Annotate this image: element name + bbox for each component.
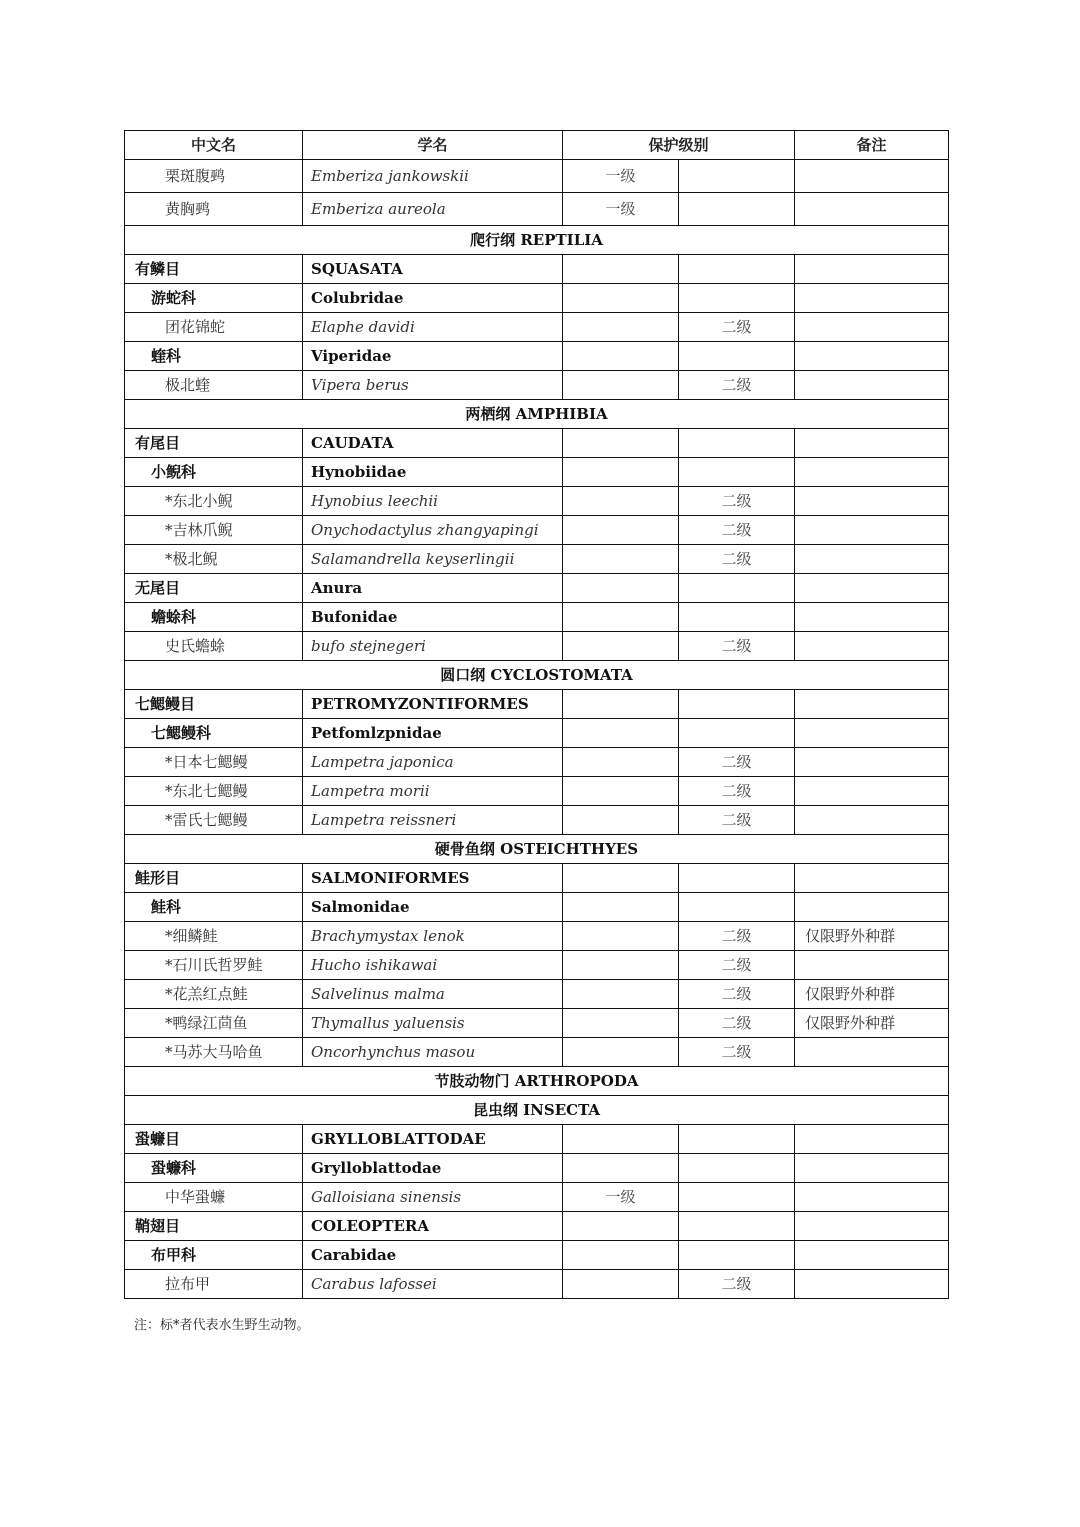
- section-heading: 硬骨鱼纲 OSTEICHTHYES: [125, 835, 949, 864]
- protection-level-first: [563, 1009, 679, 1038]
- scientific-name: Lampetra reissneri: [303, 806, 563, 835]
- protection-level-second: 二级: [679, 1038, 795, 1067]
- chinese-name: *石川氏哲罗鲑: [125, 951, 303, 980]
- chinese-name: 栗斑腹鹀: [125, 160, 303, 193]
- protection-level-first: [563, 429, 679, 458]
- order-row: [125, 255, 949, 284]
- section-heading: 节肢动物门 ARTHROPODA: [125, 1067, 949, 1096]
- scientific-name: Oncorhynchus masou: [303, 1038, 563, 1067]
- protection-level-first: [563, 1241, 679, 1270]
- protection-level-second: [679, 893, 795, 922]
- chinese-name: *日本七鳃鳗: [125, 748, 303, 777]
- chinese-name: 蛩蠊目: [125, 1125, 303, 1154]
- section-heading-row: [125, 661, 949, 690]
- protection-level-second: 二级: [679, 1009, 795, 1038]
- protection-level-first: [563, 777, 679, 806]
- scientific-name: Carabidae: [303, 1241, 563, 1270]
- protection-level-first: [563, 748, 679, 777]
- chinese-name: 有鳞目: [125, 255, 303, 284]
- protection-level-first: [563, 719, 679, 748]
- remarks: [795, 806, 949, 835]
- chinese-name: 无尾目: [125, 574, 303, 603]
- family-row: [125, 1154, 949, 1183]
- scientific-name: Salamandrella keyserlingii: [303, 545, 563, 574]
- protection-level-second: 二级: [679, 516, 795, 545]
- remarks: [795, 458, 949, 487]
- protection-level-second: 二级: [679, 487, 795, 516]
- remarks: 仅限野外种群: [795, 922, 949, 951]
- scientific-name: Anura: [303, 574, 563, 603]
- section-heading-row: [125, 1096, 949, 1125]
- protection-level-second: 二级: [679, 632, 795, 661]
- species-row: [125, 1183, 949, 1212]
- family-row: [125, 458, 949, 487]
- protection-level-first: [563, 255, 679, 284]
- species-row: [125, 632, 949, 661]
- chinese-name: 极北蝰: [125, 371, 303, 400]
- chinese-name: 游蛇科: [125, 284, 303, 313]
- header-scientific-name: 学名: [303, 131, 563, 160]
- order-row: [125, 429, 949, 458]
- remarks: [795, 371, 949, 400]
- remarks: [795, 951, 949, 980]
- protection-level-first: [563, 690, 679, 719]
- section-heading-row: [125, 400, 949, 429]
- species-row: [125, 748, 949, 777]
- remarks: [795, 603, 949, 632]
- protection-level-second: 二级: [679, 806, 795, 835]
- protection-level-first: 一级: [563, 160, 679, 193]
- order-row: [125, 1125, 949, 1154]
- header-protection-level: 保护级别: [563, 131, 795, 160]
- chinese-name: 蝰科: [125, 342, 303, 371]
- protection-level-first: [563, 603, 679, 632]
- protection-level-second: 二级: [679, 922, 795, 951]
- scientific-name: Hynobius leechii: [303, 487, 563, 516]
- remarks: [795, 193, 949, 226]
- species-row: [125, 980, 949, 1009]
- scientific-name: Grylloblattodae: [303, 1154, 563, 1183]
- scientific-name: Hynobiidae: [303, 458, 563, 487]
- remarks: 仅限野外种群: [795, 1009, 949, 1038]
- protection-level-first: [563, 980, 679, 1009]
- section-heading: 昆虫纲 INSECTA: [125, 1096, 949, 1125]
- protection-level-first: [563, 516, 679, 545]
- remarks: [795, 429, 949, 458]
- chinese-name: 中华蛩蠊: [125, 1183, 303, 1212]
- remarks: [795, 545, 949, 574]
- protection-level-second: 二级: [679, 951, 795, 980]
- chinese-name: 鞘翅目: [125, 1212, 303, 1241]
- order-row: [125, 1212, 949, 1241]
- remarks: [795, 690, 949, 719]
- family-row: [125, 1241, 949, 1270]
- scientific-name: PETROMYZONTIFORMES: [303, 690, 563, 719]
- order-row: [125, 574, 949, 603]
- chinese-name: *极北鲵: [125, 545, 303, 574]
- protection-level-second: [679, 1125, 795, 1154]
- remarks: [795, 516, 949, 545]
- remarks: [795, 487, 949, 516]
- protection-level-second: [679, 864, 795, 893]
- remarks: [795, 719, 949, 748]
- species-row: [125, 777, 949, 806]
- scientific-name: Salvelinus malma: [303, 980, 563, 1009]
- protection-level-first: [563, 545, 679, 574]
- remarks: [795, 893, 949, 922]
- species-row: [125, 951, 949, 980]
- remarks: [795, 255, 949, 284]
- protection-level-first: [563, 1125, 679, 1154]
- protection-level-first: [563, 371, 679, 400]
- scientific-name: SALMONIFORMES: [303, 864, 563, 893]
- chinese-name: *花羔红点鲑: [125, 980, 303, 1009]
- remarks: [795, 1125, 949, 1154]
- protection-level-first: [563, 487, 679, 516]
- species-row: [125, 487, 949, 516]
- chinese-name: 七鳃鳗科: [125, 719, 303, 748]
- protection-level-first: [563, 632, 679, 661]
- protection-level-second: [679, 574, 795, 603]
- protection-level-first: [563, 574, 679, 603]
- scientific-name: Viperidae: [303, 342, 563, 371]
- header-remarks: 备注: [795, 131, 949, 160]
- scientific-name: Galloisiana sinensis: [303, 1183, 563, 1212]
- protection-level-second: 二级: [679, 545, 795, 574]
- chinese-name: 团花锦蛇: [125, 313, 303, 342]
- scientific-name: Vipera berus: [303, 371, 563, 400]
- section-heading: 圆口纲 CYCLOSTOMATA: [125, 661, 949, 690]
- scientific-name: Carabus lafossei: [303, 1270, 563, 1299]
- family-row: [125, 284, 949, 313]
- table-header-row: [125, 131, 949, 160]
- scientific-name: Lampetra japonica: [303, 748, 563, 777]
- section-heading-row: [125, 1067, 949, 1096]
- scientific-name: Emberiza jankowskii: [303, 160, 563, 193]
- protection-level-second: [679, 1154, 795, 1183]
- order-row: [125, 864, 949, 893]
- species-row: [125, 545, 949, 574]
- table-body: [125, 160, 949, 1299]
- remarks: 仅限野外种群: [795, 980, 949, 1009]
- scientific-name: bufo stejnegeri: [303, 632, 563, 661]
- scientific-name: Hucho ishikawai: [303, 951, 563, 980]
- scientific-name: Petfomlzpnidae: [303, 719, 563, 748]
- species-row: [125, 922, 949, 951]
- protection-level-second: [679, 193, 795, 226]
- chinese-name: 黄胸鹀: [125, 193, 303, 226]
- protection-level-second: [679, 1241, 795, 1270]
- remarks: [795, 1270, 949, 1299]
- scientific-name: Bufonidae: [303, 603, 563, 632]
- remarks: [795, 574, 949, 603]
- species-row: [125, 1038, 949, 1067]
- protection-level-first: [563, 922, 679, 951]
- protection-level-second: [679, 1183, 795, 1212]
- scientific-name: Colubridae: [303, 284, 563, 313]
- section-heading: 两栖纲 AMPHIBIA: [125, 400, 949, 429]
- chinese-name: 布甲科: [125, 1241, 303, 1270]
- remarks: [795, 1038, 949, 1067]
- scientific-name: Onychodactylus zhangyapingi: [303, 516, 563, 545]
- chinese-name: 鲑形目: [125, 864, 303, 893]
- chinese-name: *东北小鲵: [125, 487, 303, 516]
- protection-level-second: 二级: [679, 777, 795, 806]
- protection-level-second: 二级: [679, 1270, 795, 1299]
- scientific-name: CAUDATA: [303, 429, 563, 458]
- species-row: [125, 806, 949, 835]
- family-row: [125, 719, 949, 748]
- remarks: [795, 160, 949, 193]
- chinese-name: *鸭绿江茴鱼: [125, 1009, 303, 1038]
- chinese-name: *雷氏七鳃鳗: [125, 806, 303, 835]
- species-row: [125, 516, 949, 545]
- scientific-name: COLEOPTERA: [303, 1212, 563, 1241]
- remarks: [795, 342, 949, 371]
- chinese-name: 拉布甲: [125, 1270, 303, 1299]
- species-row: [125, 1009, 949, 1038]
- chinese-name: *马苏大马哈鱼: [125, 1038, 303, 1067]
- section-heading: 爬行纲 REPTILIA: [125, 226, 949, 255]
- protection-level-first: [563, 951, 679, 980]
- protection-level-first: 一级: [563, 1183, 679, 1212]
- protection-level-first: [563, 342, 679, 371]
- protection-level-second: [679, 719, 795, 748]
- protection-level-first: [563, 284, 679, 313]
- order-row: [125, 690, 949, 719]
- protection-level-second: 二级: [679, 980, 795, 1009]
- remarks: [795, 864, 949, 893]
- remarks: [795, 1183, 949, 1212]
- footnote: 注：标*者代表水生野生动物。: [134, 1318, 310, 1333]
- family-row: [125, 342, 949, 371]
- protection-level-first: [563, 458, 679, 487]
- section-heading-row: [125, 226, 949, 255]
- protection-level-first: [563, 1270, 679, 1299]
- scientific-name: Thymallus yaluensis: [303, 1009, 563, 1038]
- remarks: [795, 632, 949, 661]
- species-table: [124, 130, 949, 1299]
- scientific-name: Salmonidae: [303, 893, 563, 922]
- scientific-name: GRYLLOBLATTODAE: [303, 1125, 563, 1154]
- chinese-name: 蟾蜍科: [125, 603, 303, 632]
- chinese-name: *东北七鳃鳗: [125, 777, 303, 806]
- protection-level-first: [563, 1212, 679, 1241]
- protection-level-first: [563, 1154, 679, 1183]
- protection-level-second: 二级: [679, 313, 795, 342]
- family-row: [125, 603, 949, 632]
- protection-level-first: [563, 864, 679, 893]
- species-row: [125, 371, 949, 400]
- species-row: [125, 193, 949, 226]
- species-row: [125, 160, 949, 193]
- protection-level-first: [563, 893, 679, 922]
- scientific-name: SQUASATA: [303, 255, 563, 284]
- species-row: [125, 313, 949, 342]
- remarks: [795, 777, 949, 806]
- remarks: [795, 1241, 949, 1270]
- header-chinese-name: 中文名: [125, 131, 303, 160]
- protection-level-first: [563, 313, 679, 342]
- chinese-name: 小鲵科: [125, 458, 303, 487]
- protection-level-second: [679, 429, 795, 458]
- chinese-name: 有尾目: [125, 429, 303, 458]
- protection-level-first: [563, 1038, 679, 1067]
- protection-level-second: 二级: [679, 371, 795, 400]
- remarks: [795, 748, 949, 777]
- protection-level-first: 一级: [563, 193, 679, 226]
- chinese-name: 七鳃鳗目: [125, 690, 303, 719]
- protection-level-second: 二级: [679, 748, 795, 777]
- scientific-name: Emberiza aureola: [303, 193, 563, 226]
- remarks: [795, 313, 949, 342]
- family-row: [125, 893, 949, 922]
- protection-level-second: [679, 160, 795, 193]
- protection-level-second: [679, 1212, 795, 1241]
- chinese-name: *吉林爪鲵: [125, 516, 303, 545]
- scientific-name: Brachymystax lenok: [303, 922, 563, 951]
- section-heading-row: [125, 835, 949, 864]
- remarks: [795, 1212, 949, 1241]
- protection-level-second: [679, 603, 795, 632]
- protection-level-second: [679, 342, 795, 371]
- protection-level-first: [563, 806, 679, 835]
- chinese-name: *细鳞鲑: [125, 922, 303, 951]
- protection-level-second: [679, 458, 795, 487]
- chinese-name: 鲑科: [125, 893, 303, 922]
- scientific-name: Lampetra morii: [303, 777, 563, 806]
- protection-level-second: [679, 255, 795, 284]
- species-row: [125, 1270, 949, 1299]
- protection-level-second: [679, 690, 795, 719]
- remarks: [795, 284, 949, 313]
- remarks: [795, 1154, 949, 1183]
- chinese-name: 蛩蠊科: [125, 1154, 303, 1183]
- scientific-name: Elaphe davidi: [303, 313, 563, 342]
- protection-level-second: [679, 284, 795, 313]
- chinese-name: 史氏蟾蜍: [125, 632, 303, 661]
